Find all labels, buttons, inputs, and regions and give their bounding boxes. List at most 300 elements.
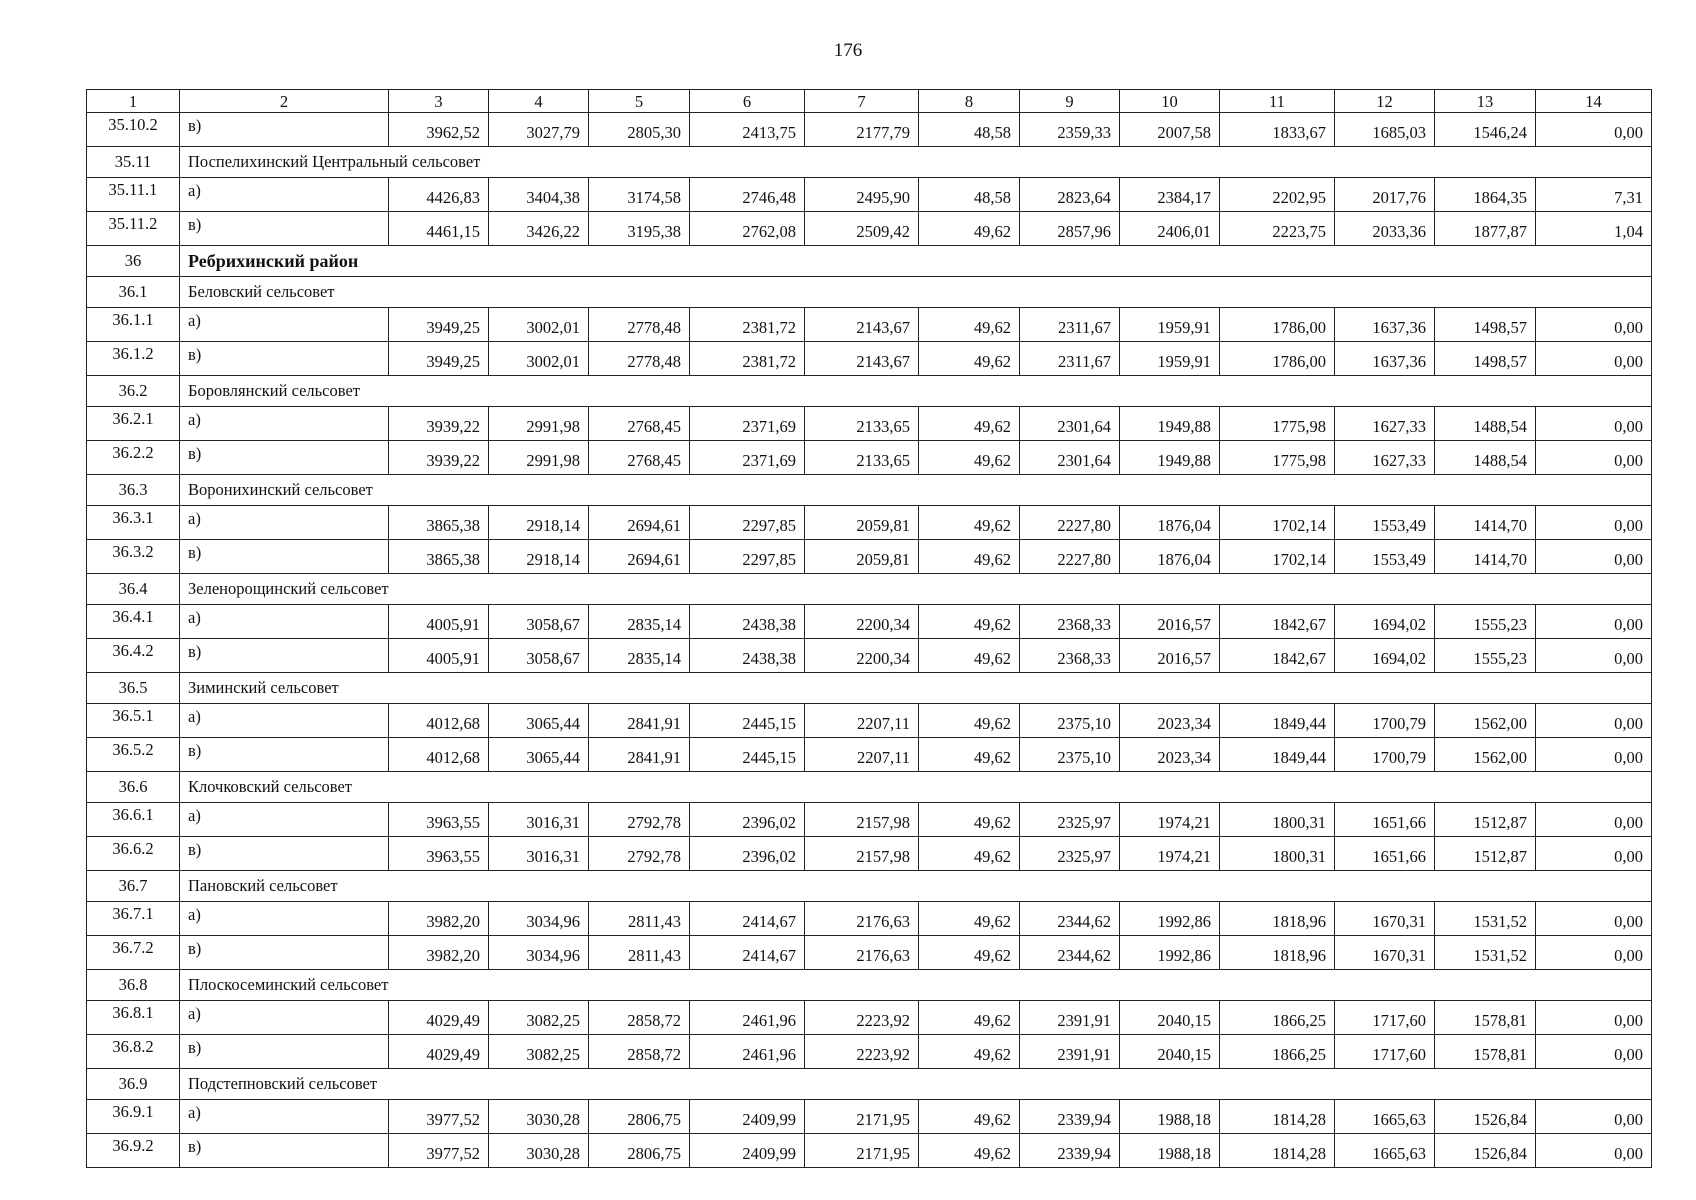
table-cell: 2059,81 xyxy=(805,540,919,574)
table-cell: 3195,38 xyxy=(589,212,690,246)
table-cell: 3016,31 xyxy=(489,803,589,837)
table-cell: 2762,08 xyxy=(690,212,805,246)
table-cell: 4005,91 xyxy=(389,639,489,673)
table-cell: 3963,55 xyxy=(389,803,489,837)
table-cell: 2223,92 xyxy=(805,1001,919,1035)
row-label: а) xyxy=(180,1001,389,1035)
table-cell: 49,62 xyxy=(919,308,1020,342)
table-row xyxy=(87,704,1652,738)
table-cell: 49,62 xyxy=(919,837,1020,871)
table-cell: 2339,94 xyxy=(1020,1100,1120,1134)
table-cell: 3002,01 xyxy=(489,308,589,342)
table-cell: 2227,80 xyxy=(1020,506,1120,540)
table-cell: 1685,03 xyxy=(1335,113,1435,147)
table-cell: 1876,04 xyxy=(1120,540,1220,574)
table-cell: 2406,01 xyxy=(1120,212,1220,246)
table-cell: 49,62 xyxy=(919,212,1020,246)
column-number: 5 xyxy=(589,90,690,113)
table-cell: 2805,30 xyxy=(589,113,690,147)
table-cell: 2445,15 xyxy=(690,738,805,772)
table-cell: 3982,20 xyxy=(389,902,489,936)
table-cell: 2311,67 xyxy=(1020,308,1120,342)
table-cell: 3963,55 xyxy=(389,837,489,871)
table-cell: 3065,44 xyxy=(489,738,589,772)
table-cell: 1637,36 xyxy=(1335,342,1435,376)
table-cell: 1849,44 xyxy=(1220,704,1335,738)
row-label: а) xyxy=(180,506,389,540)
table-cell: 2297,85 xyxy=(690,506,805,540)
row-code: 36.2.2 xyxy=(87,441,180,475)
table-cell: 2438,38 xyxy=(690,639,805,673)
table-cell: 1992,86 xyxy=(1120,902,1220,936)
table-cell: 2768,45 xyxy=(589,407,690,441)
column-number: 12 xyxy=(1335,90,1435,113)
table-cell: 1562,00 xyxy=(1435,738,1536,772)
table-cell: 3982,20 xyxy=(389,936,489,970)
table-cell: 49,62 xyxy=(919,1035,1020,1069)
table-row xyxy=(87,1134,1652,1168)
row-label: в) xyxy=(180,1035,389,1069)
table-cell: 1974,21 xyxy=(1120,803,1220,837)
table-cell: 4461,15 xyxy=(389,212,489,246)
table-cell: 2414,67 xyxy=(690,936,805,970)
row-code: 35.11.1 xyxy=(87,178,180,212)
table-cell: 2396,02 xyxy=(690,803,805,837)
table-cell: 1488,54 xyxy=(1435,407,1536,441)
table-cell: 2202,95 xyxy=(1220,178,1335,212)
table-cell: 2778,48 xyxy=(589,342,690,376)
table-cell: 1702,14 xyxy=(1220,506,1335,540)
table-cell: 2409,99 xyxy=(690,1100,805,1134)
row-code: 36.7.1 xyxy=(87,902,180,936)
table-cell: 1814,28 xyxy=(1220,1134,1335,1168)
table-cell: 2841,91 xyxy=(589,738,690,772)
table-cell: 1526,84 xyxy=(1435,1134,1536,1168)
table-cell: 0,00 xyxy=(1536,308,1652,342)
table-cell: 2207,11 xyxy=(805,738,919,772)
table-cell: 1555,23 xyxy=(1435,605,1536,639)
table-cell: 49,62 xyxy=(919,902,1020,936)
table-cell: 2301,64 xyxy=(1020,441,1120,475)
table-row xyxy=(87,1100,1652,1134)
table-cell: 2059,81 xyxy=(805,506,919,540)
table-cell: 2792,78 xyxy=(589,837,690,871)
row-label: в) xyxy=(180,1134,389,1168)
table-cell: 49,62 xyxy=(919,1100,1020,1134)
table-cell: 49,62 xyxy=(919,936,1020,970)
table-cell: 49,62 xyxy=(919,540,1020,574)
table-cell: 1800,31 xyxy=(1220,837,1335,871)
table-cell: 1546,24 xyxy=(1435,113,1536,147)
table-cell: 2143,67 xyxy=(805,342,919,376)
table-cell: 49,62 xyxy=(919,738,1020,772)
table-cell: 1959,91 xyxy=(1120,342,1220,376)
row-code: 36.5.2 xyxy=(87,738,180,772)
row-code: 36.8.1 xyxy=(87,1001,180,1035)
section-name: Плоскосеминский сельсовет xyxy=(180,970,1652,1001)
row-label: а) xyxy=(180,308,389,342)
table-cell: 1775,98 xyxy=(1220,441,1335,475)
table-cell: 0,00 xyxy=(1536,936,1652,970)
table-cell: 1949,88 xyxy=(1120,441,1220,475)
table-cell: 3034,96 xyxy=(489,936,589,970)
section-row xyxy=(87,970,1652,1001)
row-code: 36.4 xyxy=(87,574,180,605)
column-number: 11 xyxy=(1220,90,1335,113)
table-cell: 3082,25 xyxy=(489,1035,589,1069)
row-label: в) xyxy=(180,837,389,871)
table-cell: 2171,95 xyxy=(805,1134,919,1168)
table-cell: 3939,22 xyxy=(389,407,489,441)
table-cell: 2858,72 xyxy=(589,1035,690,1069)
row-label: в) xyxy=(180,212,389,246)
table-cell: 2371,69 xyxy=(690,407,805,441)
table-cell: 4012,68 xyxy=(389,738,489,772)
table-cell: 1651,66 xyxy=(1335,837,1435,871)
table-cell: 2325,97 xyxy=(1020,803,1120,837)
table-cell: 0,00 xyxy=(1536,837,1652,871)
table-cell: 2823,64 xyxy=(1020,178,1120,212)
row-code: 35.11 xyxy=(87,147,180,178)
table-cell: 3016,31 xyxy=(489,837,589,871)
table-cell: 0,00 xyxy=(1536,803,1652,837)
table-cell: 3030,28 xyxy=(489,1100,589,1134)
table-cell: 0,00 xyxy=(1536,113,1652,147)
table-row xyxy=(87,441,1652,475)
table-cell: 1627,33 xyxy=(1335,441,1435,475)
table-cell: 1526,84 xyxy=(1435,1100,1536,1134)
table-cell: 2835,14 xyxy=(589,639,690,673)
table-cell: 1562,00 xyxy=(1435,704,1536,738)
table-cell: 1702,14 xyxy=(1220,540,1335,574)
row-code: 36.7 xyxy=(87,871,180,902)
table-cell: 2023,34 xyxy=(1120,738,1220,772)
table-cell: 1864,35 xyxy=(1435,178,1536,212)
row-label: в) xyxy=(180,936,389,970)
table-cell: 2368,33 xyxy=(1020,605,1120,639)
table-cell: 1578,81 xyxy=(1435,1001,1536,1035)
table-row xyxy=(87,738,1652,772)
table-cell: 2409,99 xyxy=(690,1134,805,1168)
column-number: 3 xyxy=(389,90,489,113)
district-row xyxy=(87,246,1652,277)
table-cell: 1414,70 xyxy=(1435,540,1536,574)
column-number: 8 xyxy=(919,90,1020,113)
table-cell: 2841,91 xyxy=(589,704,690,738)
table-cell: 2391,91 xyxy=(1020,1035,1120,1069)
row-label: в) xyxy=(180,342,389,376)
row-code: 36.5 xyxy=(87,673,180,704)
table-row xyxy=(87,407,1652,441)
table-cell: 2311,67 xyxy=(1020,342,1120,376)
table-cell: 1531,52 xyxy=(1435,936,1536,970)
table-row xyxy=(87,936,1652,970)
table-cell: 4005,91 xyxy=(389,605,489,639)
table-cell: 49,62 xyxy=(919,441,1020,475)
table-cell: 2811,43 xyxy=(589,902,690,936)
table-cell: 2918,14 xyxy=(489,540,589,574)
section-row xyxy=(87,871,1652,902)
table-cell: 4029,49 xyxy=(389,1001,489,1035)
row-label: а) xyxy=(180,902,389,936)
table-cell: 1414,70 xyxy=(1435,506,1536,540)
table-cell: 2375,10 xyxy=(1020,738,1120,772)
table-cell: 2495,90 xyxy=(805,178,919,212)
table-cell: 2223,75 xyxy=(1220,212,1335,246)
table-cell: 2918,14 xyxy=(489,506,589,540)
table-cell: 1488,54 xyxy=(1435,441,1536,475)
table-cell: 2017,76 xyxy=(1335,178,1435,212)
table-cell: 0,00 xyxy=(1536,1035,1652,1069)
table-cell: 2371,69 xyxy=(690,441,805,475)
table-cell: 48,58 xyxy=(919,113,1020,147)
table-cell: 49,62 xyxy=(919,1134,1020,1168)
table-cell: 0,00 xyxy=(1536,704,1652,738)
table-cell: 2344,62 xyxy=(1020,902,1120,936)
table-cell: 2033,36 xyxy=(1335,212,1435,246)
table-row xyxy=(87,342,1652,376)
table-cell: 2694,61 xyxy=(589,540,690,574)
table-row xyxy=(87,506,1652,540)
table-cell: 3865,38 xyxy=(389,506,489,540)
table-row xyxy=(87,212,1652,246)
table-cell: 4426,83 xyxy=(389,178,489,212)
row-code: 36.2 xyxy=(87,376,180,407)
table-cell: 1627,33 xyxy=(1335,407,1435,441)
table-cell: 1651,66 xyxy=(1335,803,1435,837)
table-cell: 0,00 xyxy=(1536,605,1652,639)
table-cell: 2445,15 xyxy=(690,704,805,738)
table-cell: 2391,91 xyxy=(1020,1001,1120,1035)
row-code: 36.9.1 xyxy=(87,1100,180,1134)
row-label: а) xyxy=(180,178,389,212)
table-cell: 49,62 xyxy=(919,506,1020,540)
column-number: 14 xyxy=(1536,90,1652,113)
table-cell: 2301,64 xyxy=(1020,407,1120,441)
table-cell: 1553,49 xyxy=(1335,540,1435,574)
table-row xyxy=(87,308,1652,342)
table-cell: 2227,80 xyxy=(1020,540,1120,574)
table-cell: 0,00 xyxy=(1536,540,1652,574)
section-row xyxy=(87,147,1652,178)
section-name: Клочковский сельсовет xyxy=(180,772,1652,803)
table-cell: 1800,31 xyxy=(1220,803,1335,837)
row-code: 36.8 xyxy=(87,970,180,1001)
table-cell: 49,62 xyxy=(919,407,1020,441)
table-cell: 49,62 xyxy=(919,1001,1020,1035)
table-cell: 3030,28 xyxy=(489,1134,589,1168)
row-label: а) xyxy=(180,605,389,639)
row-code: 36.1 xyxy=(87,277,180,308)
table-cell: 3065,44 xyxy=(489,704,589,738)
table-cell: 2396,02 xyxy=(690,837,805,871)
table-cell: 4012,68 xyxy=(389,704,489,738)
row-code: 36 xyxy=(87,246,180,277)
section-name: Подстепновский сельсовет xyxy=(180,1069,1652,1100)
row-code: 36.8.2 xyxy=(87,1035,180,1069)
row-code: 36.6 xyxy=(87,772,180,803)
table-cell: 3977,52 xyxy=(389,1134,489,1168)
row-label: а) xyxy=(180,803,389,837)
row-code: 36.6.2 xyxy=(87,837,180,871)
table-cell: 0,00 xyxy=(1536,1001,1652,1035)
table-cell: 3962,52 xyxy=(389,113,489,147)
column-number: 6 xyxy=(690,90,805,113)
row-code: 36.5.1 xyxy=(87,704,180,738)
row-label: а) xyxy=(180,704,389,738)
table-cell: 1842,67 xyxy=(1220,605,1335,639)
table-cell: 1876,04 xyxy=(1120,506,1220,540)
table-cell: 0,00 xyxy=(1536,738,1652,772)
row-label: а) xyxy=(180,1100,389,1134)
table-cell: 0,00 xyxy=(1536,1100,1652,1134)
table-cell: 2461,96 xyxy=(690,1035,805,1069)
table-cell: 1775,98 xyxy=(1220,407,1335,441)
table-cell: 2438,38 xyxy=(690,605,805,639)
table-row xyxy=(87,803,1652,837)
table-cell: 3865,38 xyxy=(389,540,489,574)
column-number: 9 xyxy=(1020,90,1120,113)
section-row xyxy=(87,376,1652,407)
table-cell: 2177,79 xyxy=(805,113,919,147)
column-number: 7 xyxy=(805,90,919,113)
table-cell: 1665,63 xyxy=(1335,1100,1435,1134)
section-row xyxy=(87,1069,1652,1100)
row-label: в) xyxy=(180,738,389,772)
table-cell: 2857,96 xyxy=(1020,212,1120,246)
table-cell: 1717,60 xyxy=(1335,1035,1435,1069)
table-cell: 3426,22 xyxy=(489,212,589,246)
table-row xyxy=(87,837,1652,871)
row-code: 36.3 xyxy=(87,475,180,506)
table-cell: 2858,72 xyxy=(589,1001,690,1035)
table-cell: 2171,95 xyxy=(805,1100,919,1134)
table-cell: 0,00 xyxy=(1536,902,1652,936)
table-cell: 2381,72 xyxy=(690,342,805,376)
row-label: а) xyxy=(180,407,389,441)
table-cell: 3939,22 xyxy=(389,441,489,475)
table-cell: 0,00 xyxy=(1536,639,1652,673)
row-code: 35.10.2 xyxy=(87,113,180,147)
row-label: в) xyxy=(180,113,389,147)
row-code: 36.1.1 xyxy=(87,308,180,342)
table-cell: 2792,78 xyxy=(589,803,690,837)
column-number: 10 xyxy=(1120,90,1220,113)
table-cell: 3949,25 xyxy=(389,308,489,342)
table-cell: 2344,62 xyxy=(1020,936,1120,970)
row-code: 36.6.1 xyxy=(87,803,180,837)
table-cell: 2375,10 xyxy=(1020,704,1120,738)
table-cell: 2207,11 xyxy=(805,704,919,738)
table-cell: 2133,65 xyxy=(805,441,919,475)
table-cell: 3977,52 xyxy=(389,1100,489,1134)
column-number: 1 xyxy=(87,90,180,113)
table-cell: 3002,01 xyxy=(489,342,589,376)
section-name: Боровлянский сельсовет xyxy=(180,376,1652,407)
section-row xyxy=(87,772,1652,803)
table-cell: 1670,31 xyxy=(1335,902,1435,936)
table-row xyxy=(87,902,1652,936)
table-cell: 7,31 xyxy=(1536,178,1652,212)
table-cell: 1992,86 xyxy=(1120,936,1220,970)
table-cell: 1786,00 xyxy=(1220,308,1335,342)
section-name: Беловский сельсовет xyxy=(180,277,1652,308)
table-cell: 4029,49 xyxy=(389,1035,489,1069)
table-cell: 0,00 xyxy=(1536,441,1652,475)
section-name: Зеленорощинский сельсовет xyxy=(180,574,1652,605)
table-cell: 1988,18 xyxy=(1120,1134,1220,1168)
table-cell: 1553,49 xyxy=(1335,506,1435,540)
row-label: в) xyxy=(180,639,389,673)
table-cell: 2359,33 xyxy=(1020,113,1120,147)
table-cell: 2200,34 xyxy=(805,639,919,673)
table-cell: 2325,97 xyxy=(1020,837,1120,871)
section-row xyxy=(87,574,1652,605)
column-number: 13 xyxy=(1435,90,1536,113)
table-cell: 49,62 xyxy=(919,704,1020,738)
table-cell: 3027,79 xyxy=(489,113,589,147)
table-cell: 1578,81 xyxy=(1435,1035,1536,1069)
table-cell: 49,62 xyxy=(919,803,1020,837)
table-cell: 1877,87 xyxy=(1435,212,1536,246)
table-cell: 2413,75 xyxy=(690,113,805,147)
row-code: 36.9 xyxy=(87,1069,180,1100)
table-cell: 2991,98 xyxy=(489,441,589,475)
table-cell: 0,00 xyxy=(1536,1134,1652,1168)
column-number-row xyxy=(87,90,1652,113)
table-cell: 49,62 xyxy=(919,342,1020,376)
table-cell: 1512,87 xyxy=(1435,837,1536,871)
table-cell: 1512,87 xyxy=(1435,803,1536,837)
table-cell: 2381,72 xyxy=(690,308,805,342)
table-cell: 2694,61 xyxy=(589,506,690,540)
row-label: в) xyxy=(180,441,389,475)
section-row xyxy=(87,475,1652,506)
row-label: в) xyxy=(180,540,389,574)
table-cell: 1866,25 xyxy=(1220,1035,1335,1069)
table-row xyxy=(87,639,1652,673)
table-cell: 2746,48 xyxy=(690,178,805,212)
table-cell: 1717,60 xyxy=(1335,1001,1435,1035)
section-name: Поспелихинский Центральный сельсовет xyxy=(180,147,1652,178)
table-cell: 1531,52 xyxy=(1435,902,1536,936)
table-cell: 3174,58 xyxy=(589,178,690,212)
table-cell: 1700,79 xyxy=(1335,738,1435,772)
table-cell: 1555,23 xyxy=(1435,639,1536,673)
table-cell: 2991,98 xyxy=(489,407,589,441)
table-cell: 2368,33 xyxy=(1020,639,1120,673)
row-code: 36.3.2 xyxy=(87,540,180,574)
table-cell: 1665,63 xyxy=(1335,1134,1435,1168)
table-cell: 1700,79 xyxy=(1335,704,1435,738)
table-cell: 2414,67 xyxy=(690,902,805,936)
table-cell: 2223,92 xyxy=(805,1035,919,1069)
table-cell: 1988,18 xyxy=(1120,1100,1220,1134)
table-cell: 1498,57 xyxy=(1435,308,1536,342)
table-cell: 0,00 xyxy=(1536,506,1652,540)
table-cell: 3082,25 xyxy=(489,1001,589,1035)
table-row xyxy=(87,1001,1652,1035)
table-cell: 2157,98 xyxy=(805,803,919,837)
table-cell: 2384,17 xyxy=(1120,178,1220,212)
section-name: Воронихинский сельсовет xyxy=(180,475,1652,506)
table-cell: 2778,48 xyxy=(589,308,690,342)
table-cell: 2768,45 xyxy=(589,441,690,475)
table-cell: 49,62 xyxy=(919,639,1020,673)
table-cell: 1814,28 xyxy=(1220,1100,1335,1134)
table-cell: 2297,85 xyxy=(690,540,805,574)
table-cell: 2806,75 xyxy=(589,1134,690,1168)
